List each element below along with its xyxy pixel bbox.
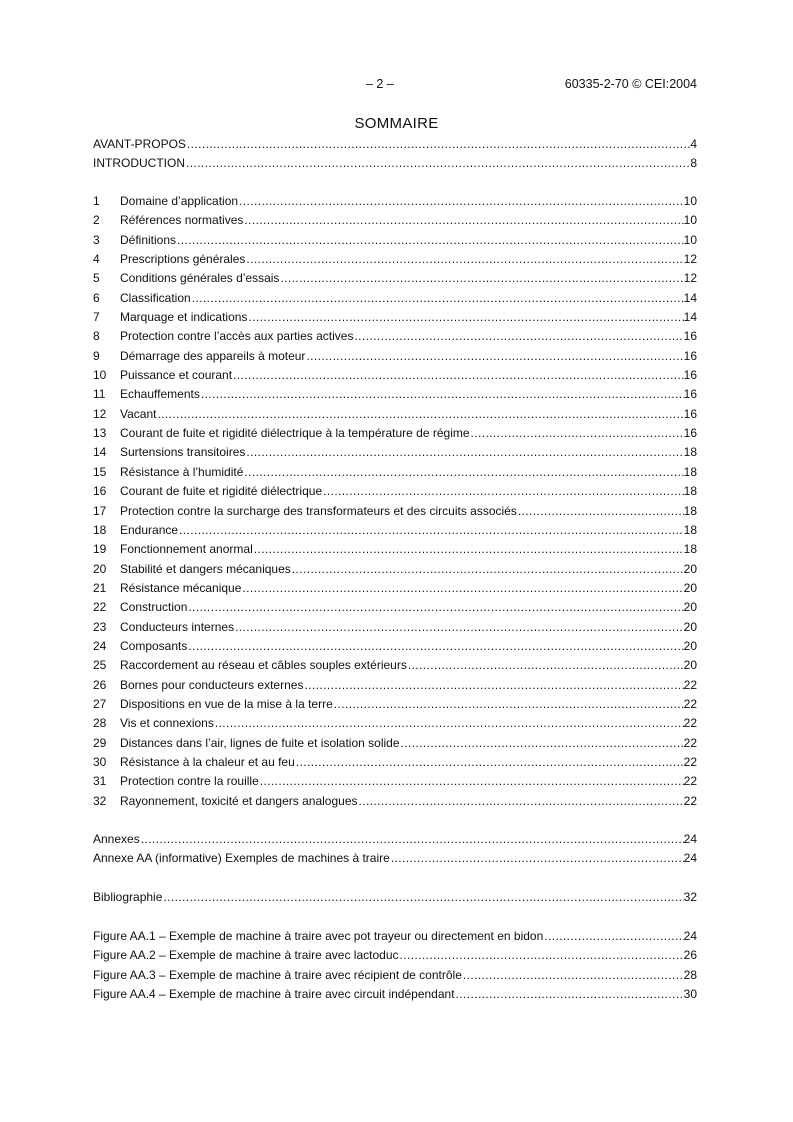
toc-entry[interactable]	[93, 579, 697, 598]
toc-entry-number: 15	[93, 464, 107, 479]
toc-entry-number: 6	[93, 290, 100, 305]
toc-entry[interactable]	[93, 734, 697, 753]
dot-leader	[238, 192, 684, 211]
toc-entry-number: 20	[93, 561, 107, 576]
document-reference: 60335-2-70 © CEI:2004	[564, 77, 697, 91]
dot-leader	[305, 347, 683, 366]
dot-leader	[245, 443, 683, 462]
toc-entry-title: Conducteurs internes	[120, 619, 235, 634]
toc-entry-page: 20	[683, 638, 697, 653]
toc-entry[interactable]	[93, 502, 697, 521]
toc-entry-number: 14	[93, 445, 107, 460]
toc-entry-number: 13	[93, 426, 107, 441]
toc-entry-number: 26	[93, 677, 107, 692]
toc-entry-page: 24	[683, 832, 697, 846]
dot-leader	[247, 308, 683, 327]
dot-leader	[399, 946, 684, 965]
toc-entry[interactable]	[93, 192, 697, 211]
dot-leader	[234, 618, 684, 637]
toc-entry-title: Endurance	[120, 522, 179, 537]
toc-entry[interactable]	[93, 327, 697, 346]
toc-chapters	[93, 192, 697, 811]
toc-entry-page: 16	[683, 368, 697, 383]
toc-entry-title: Marquage et indications	[120, 310, 248, 325]
dot-leader	[187, 598, 683, 617]
toc-entry-number: 30	[93, 754, 107, 769]
toc-entry-page: 22	[683, 677, 697, 692]
toc-entry-number: 3	[93, 232, 100, 247]
toc-entry[interactable]	[93, 482, 697, 501]
toc-entry-title: Courant de fuite et rigidité diélectrique à la température de régime	[120, 426, 470, 441]
toc-entry-number: 31	[93, 774, 107, 789]
dot-leader	[241, 579, 683, 598]
toc-entry-number: 25	[93, 658, 107, 673]
toc-entry[interactable]	[93, 405, 697, 424]
toc-entry-title: Vacant	[120, 406, 157, 421]
dot-leader	[200, 385, 684, 404]
toc-entry[interactable]	[93, 154, 697, 173]
toc-entry-title: Construction	[120, 600, 188, 615]
toc-entry-title: Conditions générales d’essais	[120, 271, 280, 286]
toc-figures	[93, 927, 697, 1004]
toc-entry-page: 12	[683, 271, 697, 286]
toc-entry-title: Références normatives	[120, 213, 244, 228]
toc-entry[interactable]	[93, 269, 697, 288]
toc-entry-title: Protection contre la surcharge des transformateurs et des circuits associés	[120, 503, 517, 518]
toc-entry-page: 16	[683, 406, 697, 421]
toc-entry[interactable]	[93, 966, 697, 985]
toc-entry-title: Puissance et courant	[120, 368, 233, 383]
toc-entry-number: 22	[93, 600, 107, 615]
toc-entry-title: Classification	[120, 290, 191, 305]
toc-entry-title: Fonctionnement anormal	[120, 542, 253, 557]
dot-leader	[517, 502, 684, 521]
toc-entry[interactable]	[93, 985, 697, 1004]
toc-entry[interactable]	[93, 637, 697, 656]
toc-entry-number: 1	[93, 194, 100, 208]
toc-entry[interactable]	[93, 618, 697, 637]
toc-entry-page: 16	[683, 387, 697, 402]
toc-entry-title: Définitions	[120, 232, 177, 247]
toc-title: SOMMAIRE	[354, 115, 439, 132]
toc-entry-number: 10	[93, 368, 107, 383]
toc-entry-page: 14	[683, 290, 697, 305]
dot-leader	[291, 560, 684, 579]
toc-entry-page: 20	[683, 580, 697, 595]
toc-entry[interactable]	[93, 211, 697, 230]
toc-entry-page: 16	[683, 329, 697, 344]
dot-leader	[543, 927, 683, 946]
toc-entry-title: Résistance à la chaleur et au feu	[120, 754, 295, 769]
toc-entry-title: Raccordement au réseau et câbles souples extérieurs	[120, 658, 407, 673]
toc-entry-number: 32	[93, 793, 107, 808]
dot-leader	[259, 772, 684, 791]
toc-entry-title: INTRODUCTION	[93, 156, 185, 171]
toc-entry[interactable]	[93, 347, 697, 366]
toc-entry-page: 18	[683, 445, 697, 460]
dot-leader	[455, 985, 684, 1004]
dot-leader	[400, 734, 684, 753]
toc-entry-number: 4	[93, 252, 100, 267]
page-number: – 2 –	[366, 77, 394, 91]
toc-entry-page: 20	[683, 658, 697, 673]
toc-entry-page: 30	[683, 987, 697, 1002]
toc-entry-title: Protection contre l’accès aux parties actives	[120, 329, 354, 344]
toc-entry[interactable]	[93, 135, 697, 154]
toc-entry-page: 22	[683, 754, 697, 769]
toc-entry[interactable]	[93, 656, 697, 675]
toc-entry[interactable]	[93, 888, 697, 907]
toc-entry-page: 26	[683, 948, 697, 963]
toc-entry[interactable]	[93, 424, 697, 443]
toc-entry[interactable]	[93, 772, 697, 791]
dot-leader	[243, 211, 683, 230]
toc-entry-title: Vis et connexions	[120, 716, 214, 731]
toc-entry-title: Résistance à l’humidité	[120, 464, 244, 479]
toc-entry-page: 22	[683, 696, 697, 711]
toc-entry-title: Dispositions en vue de la mise à la terre	[120, 696, 333, 711]
dot-leader	[176, 231, 684, 250]
dot-leader	[185, 154, 690, 173]
toc-entry-number: 23	[93, 619, 107, 634]
dot-leader	[187, 637, 683, 656]
toc-entry-page: 10	[683, 194, 697, 208]
toc-entry-page: 22	[683, 793, 697, 808]
toc-annexes	[93, 830, 697, 869]
toc-entry-number: 11	[93, 387, 106, 402]
dot-leader	[162, 888, 683, 907]
toc-entry[interactable]	[93, 289, 697, 308]
toc-entry[interactable]	[93, 463, 697, 482]
toc-entry-page: 24	[683, 851, 697, 866]
toc-entry[interactable]	[93, 695, 697, 714]
dot-leader	[333, 695, 684, 714]
toc-entry-page: 22	[683, 735, 697, 750]
toc-entry-number: 16	[93, 484, 107, 499]
toc-front	[93, 135, 697, 174]
toc-entry-number: 29	[93, 735, 107, 750]
dot-leader	[253, 540, 684, 559]
toc-entry[interactable]	[93, 560, 697, 579]
toc-entry-title: Domaine d’application	[120, 194, 239, 208]
toc-entry-page: 24	[683, 929, 697, 943]
toc-entry-number: 19	[93, 542, 107, 557]
dot-leader	[279, 269, 683, 288]
toc-entry-page: 32	[683, 890, 697, 904]
dot-leader	[214, 714, 684, 733]
toc-entry-page: 22	[683, 716, 697, 731]
toc-entry-number: 5	[93, 271, 100, 286]
toc-entry[interactable]	[93, 792, 697, 811]
dot-leader	[303, 676, 683, 695]
dot-leader	[462, 966, 684, 985]
toc-entry-number: 24	[93, 638, 107, 653]
dot-leader	[358, 792, 684, 811]
toc-entry-page: 16	[683, 348, 697, 363]
toc-entry-page: 4	[690, 137, 697, 151]
dot-leader	[178, 521, 684, 540]
toc-entry-page: 8	[690, 156, 697, 171]
dot-leader	[390, 849, 684, 868]
toc-entry-page: 18	[683, 542, 697, 557]
toc-entry-title: Distances dans l’air, lignes de fuite et isolation solide	[120, 735, 400, 750]
dot-leader	[191, 289, 684, 308]
toc-entry-page: 14	[683, 310, 697, 325]
toc-entry-page: 18	[683, 484, 697, 499]
toc-entry-number: 8	[93, 329, 100, 344]
toc-entry-title: Protection contre la rouille	[120, 774, 259, 789]
toc-entry[interactable]	[93, 250, 697, 269]
toc-entry[interactable]	[93, 443, 697, 462]
dot-leader	[156, 405, 683, 424]
toc-entry-title: Figure AA.3 – Exemple de machine à traire avec récipient de contrôle	[93, 967, 462, 982]
dot-leader	[407, 656, 684, 675]
toc-entry-page: 10	[683, 232, 697, 247]
toc-entry-number: 28	[93, 716, 107, 731]
toc-entry[interactable]	[93, 753, 697, 772]
toc-entry-number: 2	[93, 213, 100, 228]
dot-leader	[232, 366, 684, 385]
toc-entry-title: Annexes	[93, 832, 140, 846]
dot-leader	[243, 463, 683, 482]
toc-entry-title: AVANT-PROPOS	[93, 137, 186, 151]
dot-leader	[140, 830, 684, 849]
toc-entry-title: Prescriptions générales	[120, 252, 246, 267]
dot-leader	[186, 135, 690, 154]
toc-entry-title: Résistance mécanique	[120, 580, 242, 595]
dot-leader	[322, 482, 684, 501]
toc-entry-number: 9	[93, 348, 100, 363]
toc-entry-title: Figure AA.1 – Exemple de machine à traire avec pot trayeur ou directement en bidon	[93, 929, 544, 943]
toc-entry-title: Echauffements	[120, 387, 200, 402]
toc-entry-page: 20	[683, 561, 697, 576]
toc-entry-title: Courant de fuite et rigidité diélectrique	[120, 484, 323, 499]
toc-entry-title: Démarrage des appareils à moteur	[120, 348, 306, 363]
toc-entry-number: 18	[93, 522, 107, 537]
toc-entry[interactable]	[93, 676, 697, 695]
toc-entry-number: 7	[93, 310, 100, 325]
toc-entry-page: 18	[683, 522, 697, 537]
toc-entry-page: 16	[683, 426, 697, 441]
toc-entry-number: 27	[93, 696, 107, 711]
toc-entry[interactable]	[93, 540, 697, 559]
toc-entry-title: Stabilité et dangers mécaniques	[120, 561, 291, 576]
toc-entry[interactable]	[93, 927, 697, 946]
toc-entry-title: Annexe AA (informative) Exemples de machines à traire	[93, 851, 390, 866]
toc-entry-title: Rayonnement, toxicité et dangers analogues	[120, 793, 358, 808]
toc-entry[interactable]	[93, 714, 697, 733]
toc-entry-title: Bibliographie	[93, 890, 163, 904]
toc-entry-number: 21	[93, 580, 107, 595]
toc-entry-title: Composants	[120, 638, 188, 653]
dot-leader	[295, 753, 684, 772]
toc-entry[interactable]	[93, 946, 697, 965]
toc-entry-title: Figure AA.2 – Exemple de machine à traire avec lactoduc	[93, 948, 399, 963]
toc-entry[interactable]	[93, 366, 697, 385]
toc-entry-page: 22	[683, 774, 697, 789]
toc-entry[interactable]	[93, 308, 697, 327]
toc-bibliography	[93, 888, 697, 907]
toc-entry-title: Figure AA.4 – Exemple de machine à traire avec circuit indépendant	[93, 987, 455, 1002]
dot-leader	[470, 424, 684, 443]
toc-entry[interactable]	[93, 231, 697, 250]
toc-entry[interactable]	[93, 385, 697, 404]
toc-entry-page: 18	[683, 503, 697, 518]
dot-leader	[353, 327, 683, 346]
toc-entry-page: 20	[683, 619, 697, 634]
toc-entry-number: 17	[93, 503, 107, 518]
toc-entry[interactable]	[93, 830, 697, 849]
toc-entry-number: 12	[93, 406, 107, 421]
toc-entry-page: 20	[683, 600, 697, 615]
toc-entry-title: Bornes pour conducteurs externes	[120, 677, 304, 692]
toc-entry[interactable]	[93, 598, 697, 617]
toc-entry-page: 18	[683, 464, 697, 479]
toc-entry[interactable]	[93, 521, 697, 540]
toc-entry-page: 10	[683, 213, 697, 228]
toc-entry-page: 28	[683, 967, 697, 982]
toc-entry-page: 12	[683, 252, 697, 267]
toc-entry-title: Surtensions transitoires	[120, 445, 246, 460]
toc-entry[interactable]	[93, 849, 697, 868]
dot-leader	[245, 250, 683, 269]
